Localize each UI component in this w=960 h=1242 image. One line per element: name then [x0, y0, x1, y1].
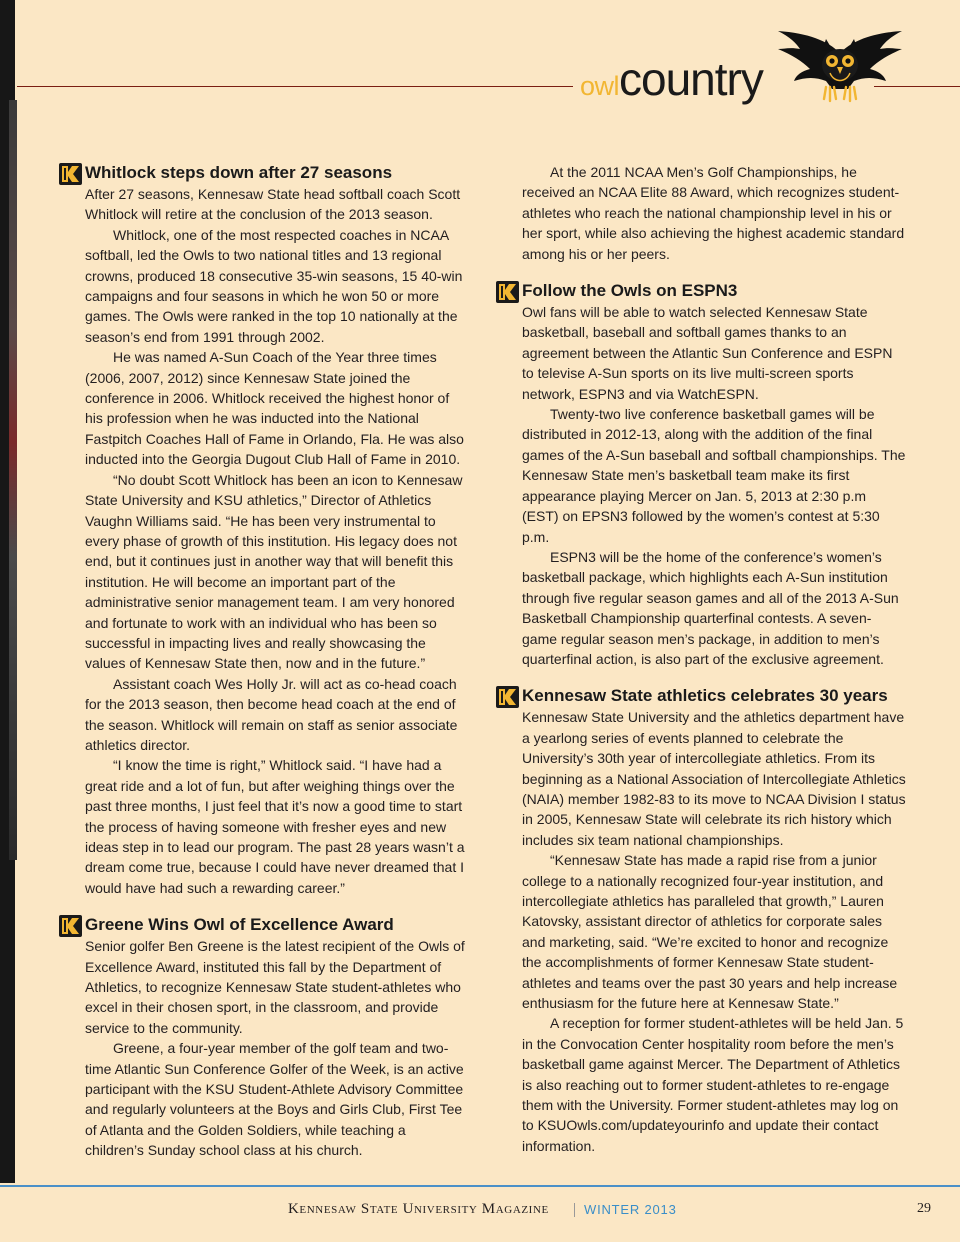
article-paragraph: Owl fans will be able to watch selected Kennesaw State basketball, baseball and softball games thanks to an agreement between the Atlantic Sun Conference and ESPN to televise A-Sun sports on its live multi-screen sports network, ESPN3 and via WatchESPN. — [522, 304, 893, 402]
article-paragraph: After 27 seasons, Kennesaw State head softball coach Scott Whitlock will retire at the conclusion of the 2013 season. — [85, 186, 461, 223]
article-paragraph: A reception for former student-athletes will be held Jan. 5 in the Convocation Center hospitality room before the men’s basketball game against Mercer. The Department of Athletics is also reaching out to former student-athletes to re-engage them with the University. Former student-athletes may log on to KSUOwls.com/updateyourinfo and update their contact information. — [522, 1015, 904, 1154]
article-heading — [522, 685, 906, 707]
article-paragraph: Whitlock, one of the most respected coaches in NCAA softball, led the Owls to two national titles and 13 regional crowns, produced 18 consecutive 35-win seasons, 15 40-win campaigns and four seasons in which he won 50 or more games. The Owls were ranked in the top 10 nationally at the season’s end from 1991 through 2002. — [85, 226, 463, 345]
section-title — [580, 53, 763, 105]
article-paragraph: “I know the time is right,” Whitlock said. “I have had a great ride and a lot of fun, but after weighing things over the past three months, I just feel that it’s now a good time to start the process of having someone with fresher eyes and new ideas step in to lead our program. The past 28 years wasn’t a dream come true, because I could have never dreamed that I would have had such a rewarding career.” — [85, 757, 465, 896]
left-column — [85, 162, 467, 1161]
article-title: Whitlock steps down after 27 seasons — [85, 163, 393, 182]
article-paragraph: Senior golfer Ben Greene is the latest recipient of the Owls of Excellence Award, instituted this fall by the Department of Athletics, to recognize Kennesaw State student-athletes who excel in their chosen sport, in the classroom, and provide service to the community. — [85, 938, 465, 1036]
article-heading — [85, 162, 467, 184]
footer-rule — [0, 1185, 960, 1187]
article-paragraph: “No doubt Scott Whitlock has been an icon to Kennesaw State University and KSU athletics,” Director of Athletics Vaughn Williams said. “He has been very instrumental to every phase of growth of this institution. His legacy does not end, but it continues just in another way that will benefit this institution. He will become an important part of the administrative senior management team. I am very honored and fortunate to work with an individual who has been so successful in impacting lives and really showcasing the values of Kennesaw State then, now and in the future.” — [85, 471, 463, 672]
section-title-main: country — [619, 53, 763, 105]
article-heading — [522, 280, 906, 302]
article-title: Follow the Owls on ESPN3 — [522, 281, 738, 301]
article-heading — [85, 914, 467, 936]
article-paragraph: “Kennesaw State has made a rapid rise from a junior college to a nationally recognized four-year institution, and intercollegiate athletics has paralleled that growth,” Lauren Katovsky, assistant director of athletics for corporate sales and marketing, said. “We’re excited to honor and recognize the accomplishments of former Kennesaw State student-athletes and teams over the past 30 years and help increase enthusiasm for the future here at Kennesaw State.” — [522, 852, 898, 1012]
ksu-owl-badge-icon — [58, 162, 83, 186]
article-paragraph: Assistant coach Wes Holly Jr. will act as co-head coach for the 2013 season, then become head coach at the end of the season. Whitlock will remain on staff as senior associate athletics director. — [85, 675, 458, 753]
section-title-prefix: owl — [580, 71, 620, 101]
page-footer — [0, 1201, 960, 1221]
article-paragraph: ESPN3 will be the home of the conference’s women’s basketball package, which highlights each A-Sun institution through five regular season games and all of the 2013 A-Sun Basketball Championship quarterfinal contests. A seven-game regular season men’s package, in addition to men’s quarterfinal action, is also part of the exclusive agreement. — [522, 548, 899, 667]
ksu-owl-badge-icon — [58, 914, 83, 938]
article-paragraph: Greene, a four-year member of the golf team and two-time Atlantic Sun Conference Golfer of the Week, is an active participant with the KSU Student-Athlete Advisory Committee and regularly volunteers at the Boys and Girls Club, First Tee of Atlanta and the Golden Soldiers, while teaching a children’s Sunday school class at his church. — [85, 1040, 464, 1159]
ksu-owl-badge-icon — [495, 280, 520, 304]
magazine-name: Kennesaw State University Magazine — [288, 1201, 549, 1217]
page-number: 29 — [917, 1201, 931, 1216]
article-paragraph: Twenty-two live conference basketball games will be distributed in 2012-13, along with the addition of the final games of the A-Sun baseball and softball championships. The Kennesaw State men’s basketball team make its first appearance playing Mercer on Jan. 5, 2013 at 2:30 p.m (EST) on EPSN3 followed by the women’s contest at 5:30 p.m. — [522, 406, 906, 545]
article-paragraph: Kennesaw State University and the athletics department have a yearlong series of events planned to celebrate the University’s 30th year of intercollegiate athletics. From its beginning as a National Association of Intercollegiate Athletics (NAIA) member 1982-83 to its move to NCAA Division I status in 2005, Kennesaw State will celebrate its rich history which includes six team national championships. — [522, 709, 906, 848]
header-rule-left — [17, 86, 573, 87]
issue-label: WINTER 2013 — [584, 1202, 677, 1217]
article-paragraph: At the 2011 NCAA Men’s Golf Championships, he received an NCAA Elite 88 Award, which recognizes student-athletes who reach the national championship level in his or her sport, while also achieving the highest academic standard among his or her peers. — [522, 164, 905, 262]
adjacent-page-photo-strip — [9, 100, 17, 860]
owl-mascot-icon — [776, 27, 904, 109]
ksu-owl-badge-icon — [495, 685, 520, 709]
right-column — [522, 162, 906, 1156]
article-paragraph: He was named A-Sun Coach of the Year three times (2006, 2007, 2012) since Kennesaw State joined the conference in 2006. Whitlock received the highest honor of his profession when he was inducted into the National Fastpitch Coaches Hall of Fame in Orlando, Fla. He was also inducted into the Georgia Dugout Club Hall of Fame in 2010. — [85, 349, 464, 468]
article-title: Greene Wins Owl of Excellence Award — [85, 915, 394, 935]
footer-divider — [574, 1203, 575, 1217]
article-title: Kennesaw State athletics celebrates 30 years — [522, 686, 888, 706]
